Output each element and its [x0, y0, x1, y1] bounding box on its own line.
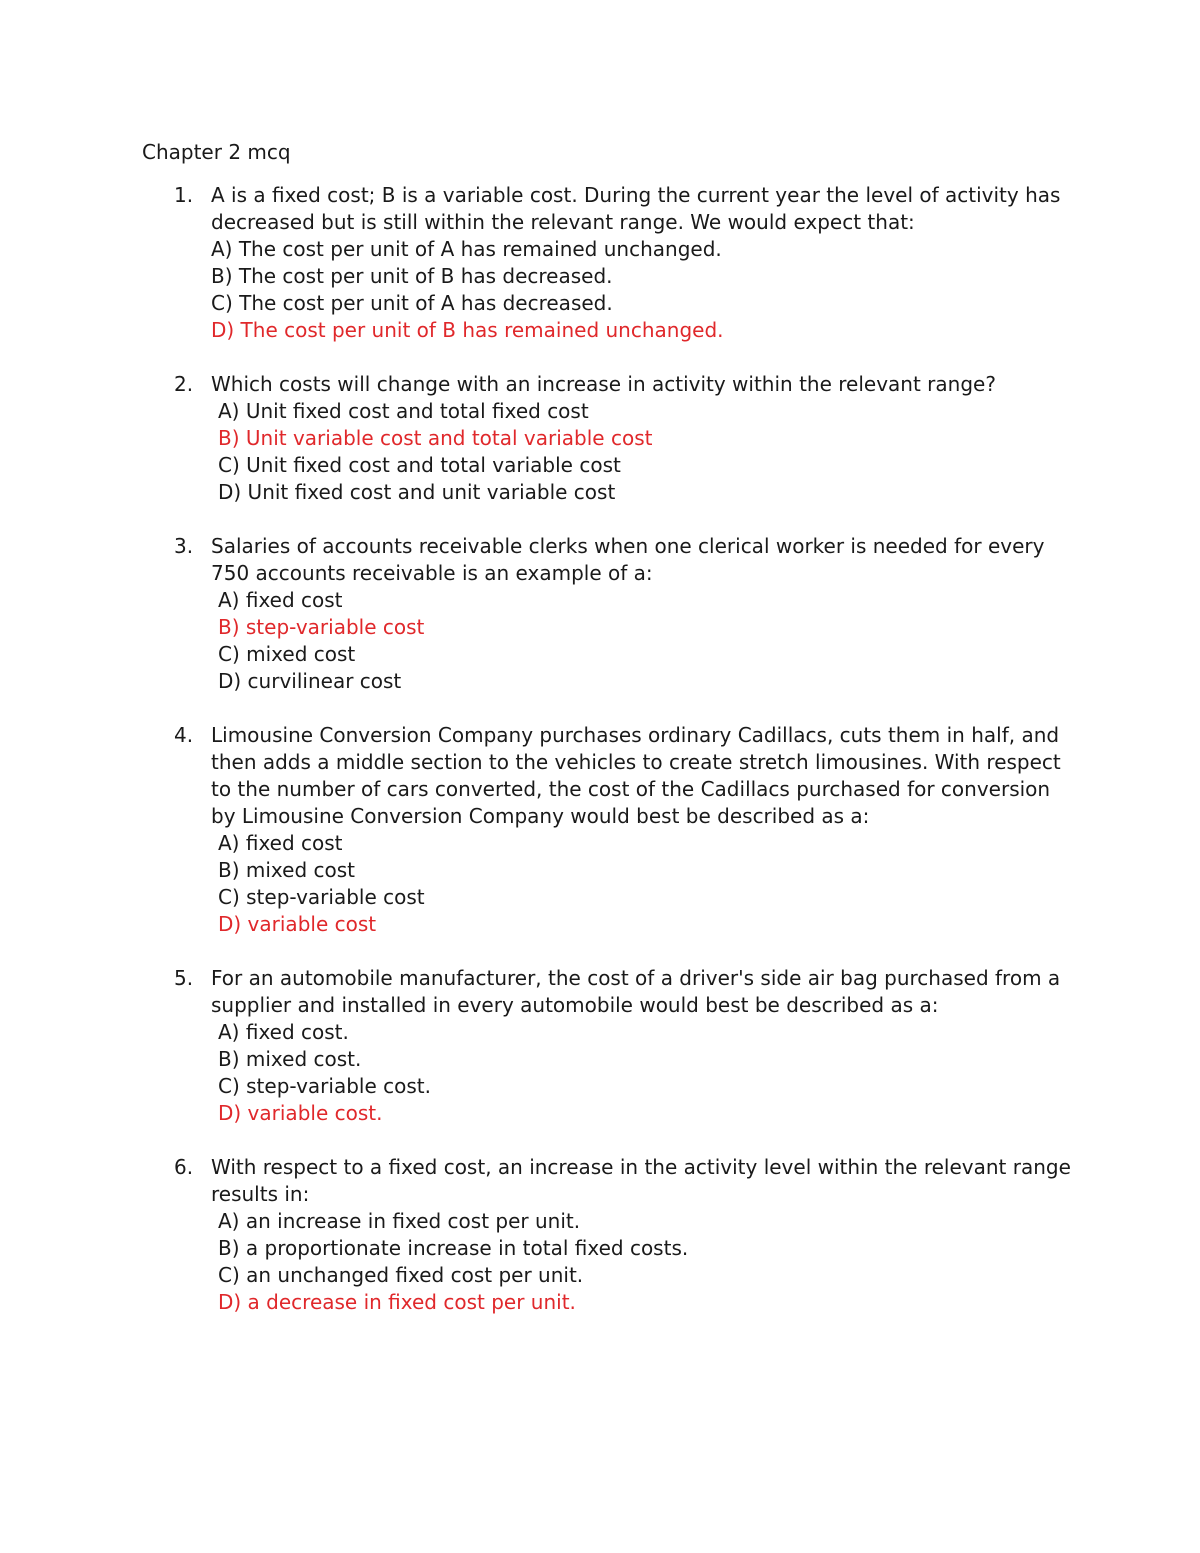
option-c: C) The cost per unit of A has decreased. — [211, 291, 613, 315]
question-list — [0, 182, 1200, 1343]
question-number: 2. — [174, 372, 194, 396]
question-2 — [0, 371, 1200, 506]
option-c: C) an unchanged fixed cost per unit. — [218, 1263, 584, 1287]
question-body — [211, 371, 1071, 506]
option-b: B) a proportionate increase in total fixed costs. — [218, 1236, 689, 1260]
option-a: A) Unit fixed cost and total fixed cost — [218, 399, 589, 423]
option-c: C) Unit fixed cost and total variable cost — [218, 453, 621, 477]
question-stem: Limousine Conversion Company purchases ordinary Cadillacs, cuts them in half, and then adds a middle section to the vehicles to create stretch limousines. With respect to the number of cars converted, the cost of the Cadillacs purchased for conversion by Limousine Conversion Company would best be described as a: — [211, 723, 1061, 828]
option-a: A) The cost per unit of A has remained unchanged. — [211, 237, 722, 261]
option-d-correct-answer: D) a decrease in fixed cost per unit. — [218, 1290, 576, 1314]
document-title: Chapter 2 mcq — [142, 140, 291, 164]
question-body — [211, 722, 1071, 938]
question-stem: Which costs will change with an increase in activity within the relevant range? — [211, 372, 996, 396]
question-number: 5. — [174, 966, 194, 990]
option-c: C) step-variable cost — [218, 885, 425, 909]
question-stem: For an automobile manufacturer, the cost of a driver's side air bag purchased from a supplier and installed in every automobile would best be described as a: — [211, 966, 1061, 1017]
question-body — [211, 182, 1071, 344]
question-number: 1. — [174, 183, 194, 207]
option-b: B) mixed cost. — [218, 1047, 362, 1071]
option-d-correct-answer: D) variable cost. — [218, 1101, 383, 1125]
option-d: D) Unit fixed cost and unit variable cost — [218, 480, 616, 504]
question-number: 3. — [174, 534, 194, 558]
question-6 — [0, 1154, 1200, 1316]
question-5 — [0, 965, 1200, 1127]
question-body — [211, 965, 1071, 1127]
option-d-correct-answer: D) variable cost — [218, 912, 377, 936]
option-c: C) step-variable cost. — [218, 1074, 431, 1098]
option-b: B) The cost per unit of B has decreased. — [211, 264, 613, 288]
question-number: 6. — [174, 1155, 194, 1179]
question-number: 4. — [174, 723, 194, 747]
question-1 — [0, 182, 1200, 344]
question-body — [211, 533, 1071, 695]
option-b-correct-answer: B) Unit variable cost and total variable cost — [218, 426, 653, 450]
option-c: C) mixed cost — [218, 642, 356, 666]
question-body — [211, 1154, 1071, 1316]
option-d-correct-answer: D) The cost per unit of B has remained unchanged. — [211, 318, 724, 342]
option-d: D) curvilinear cost — [218, 669, 402, 693]
question-stem: A is a fixed cost; B is a variable cost. During the current year the level of activity has decreased but is still within the relevant range. We would expect that: — [211, 183, 1061, 234]
option-a: A) fixed cost — [218, 588, 343, 612]
question-stem: With respect to a fixed cost, an increase in the activity level within the relevant range results in: — [211, 1155, 1071, 1206]
option-b: B) mixed cost — [218, 858, 355, 882]
option-a: A) fixed cost — [218, 831, 343, 855]
option-a: A) an increase in fixed cost per unit. — [218, 1209, 581, 1233]
question-3 — [0, 533, 1200, 695]
option-a: A) fixed cost. — [218, 1020, 349, 1044]
question-stem: Salaries of accounts receivable clerks when one clerical worker is needed for every 750 accounts receivable is an example of a: — [211, 534, 1045, 585]
question-4 — [0, 722, 1200, 938]
option-b-correct-answer: B) step-variable cost — [218, 615, 425, 639]
